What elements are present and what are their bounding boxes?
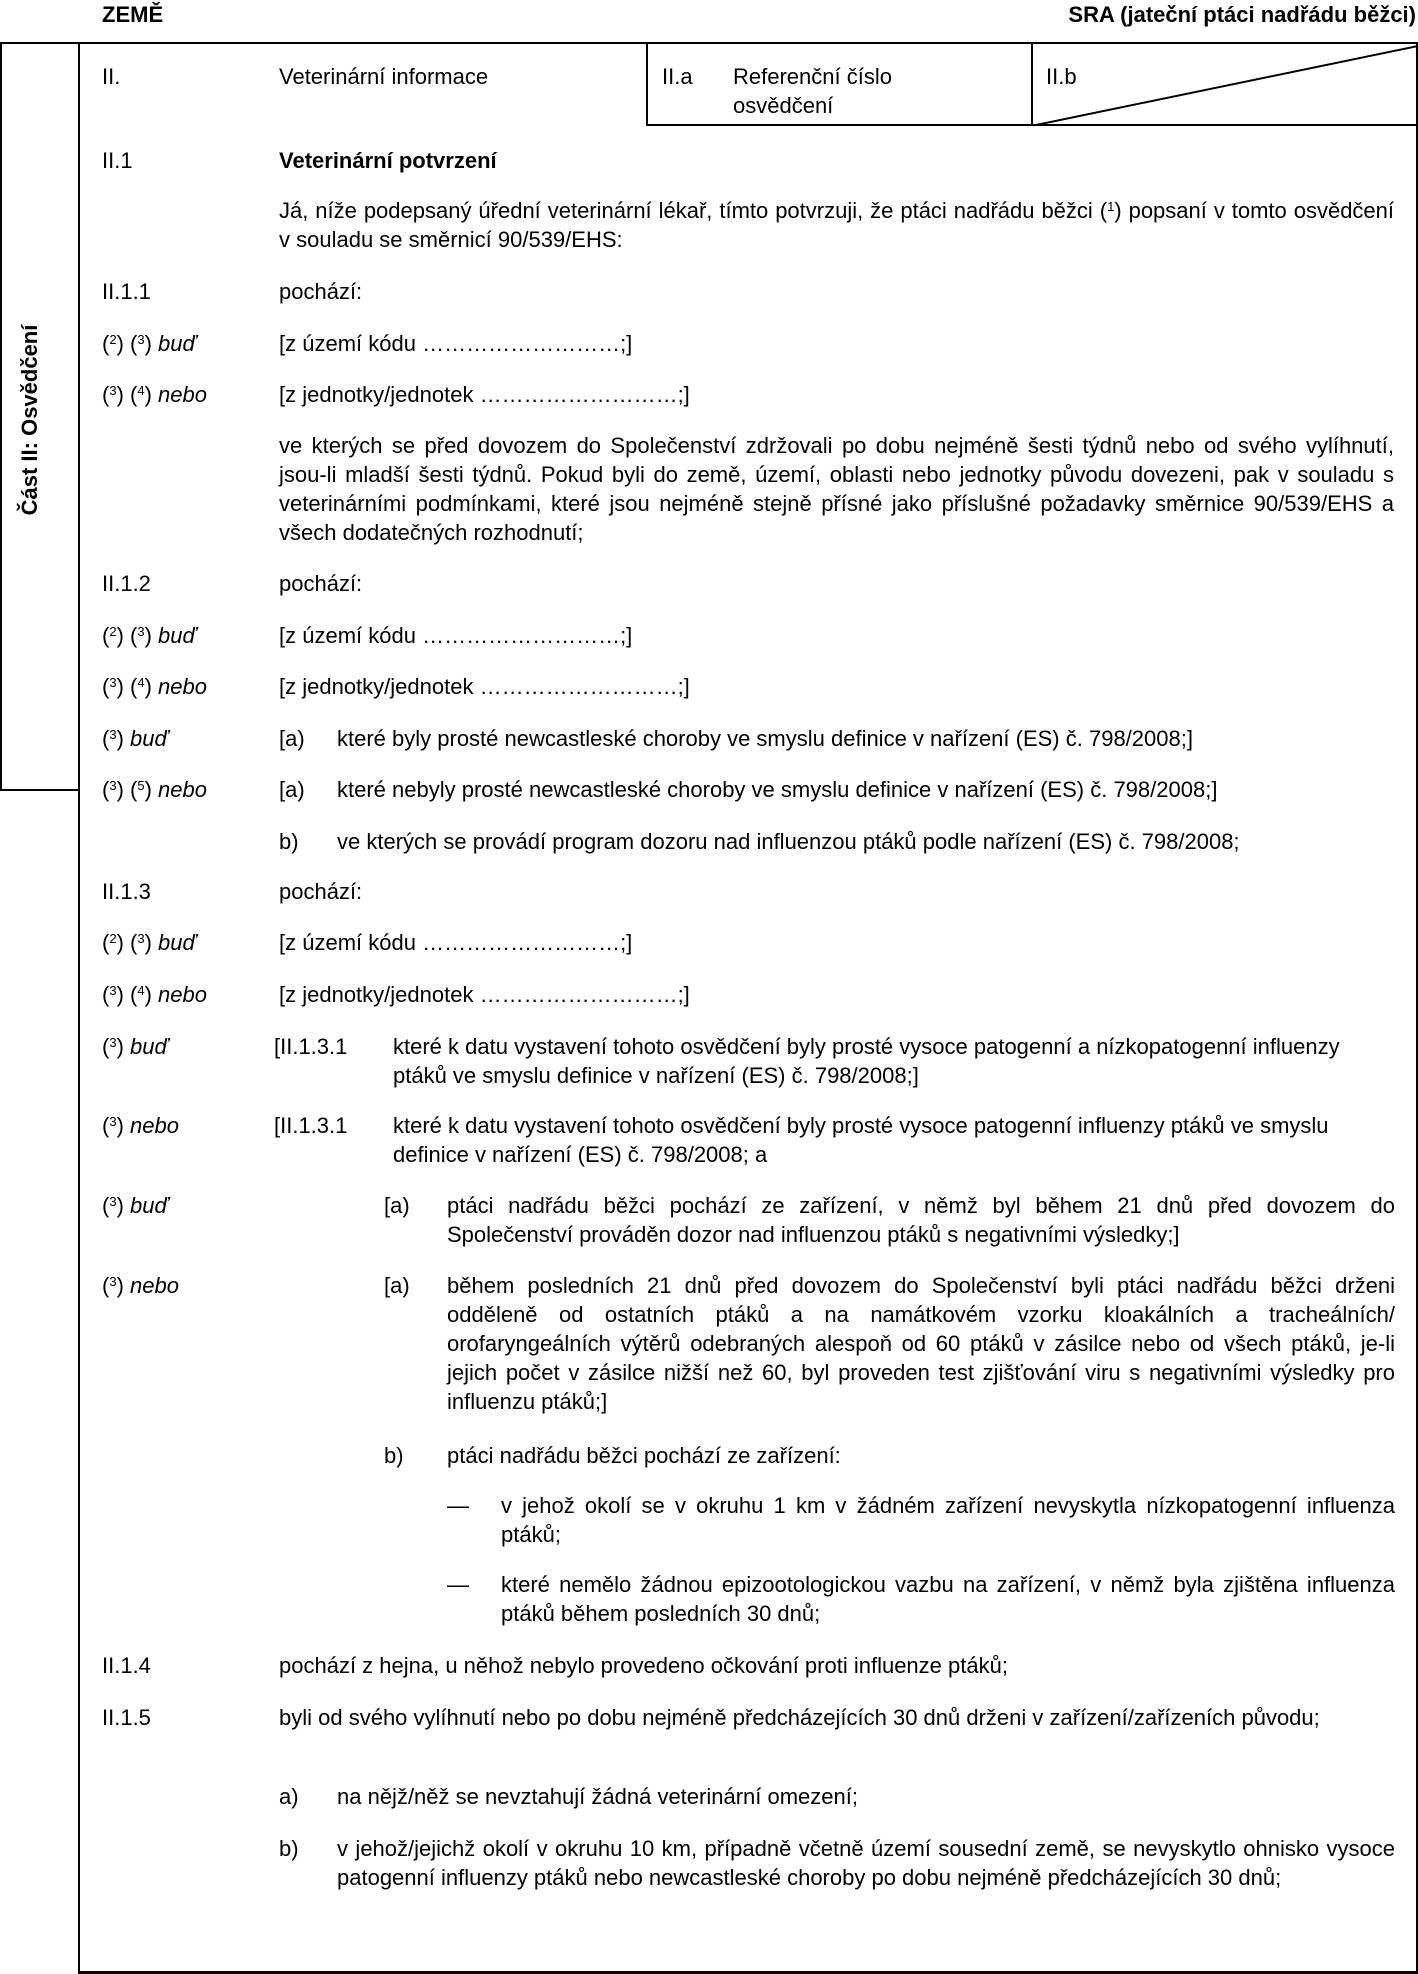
certificate-title: SRA (jateční ptáci nadřádu běžci) [1068,2,1416,27]
frame-left-outer [0,42,2,791]
iib-label: II.b [1046,64,1077,89]
s13-row5-label: ($^3$) buď [102,1193,169,1218]
s11-row1-label: ($^2$) ($^3$) buď [102,331,197,356]
s13-row6-text: během posledních 21 dnů před dovozem do Společenství byli ptáci nadřádu běžci drženi odděleně od ostatních ptáků a na namátkovém vzorku kloakálních a tracheálních/ orofaryngeálních výtěrů odebraných alespoň od 60 ptáků v zásilce nebo od všech ptáků, je-li jejich počet v zásilce nižší než 60, byl proveden test zjišťování viru s negativními výsledky pro influenzu ptáků;] [447,1273,1395,1414]
s13-label: pochází: [279,879,363,904]
s14-number: II.1.4 [102,1653,151,1678]
s1-number: II.1 [102,148,133,173]
s15-b-letter: b) [279,1836,299,1861]
s1-intro: Já, níže podepsaný úřední veterinární lékař, tímto potvrzuji, že ptáci nadřádu běžci ($^1$) popsaní v tomto osvědčení v souladu se směrnicí 90/539/EHS: [279,198,1395,252]
s12-label: pochází: [279,571,363,596]
s11-row1-text: [z území kódu ………………………;] [279,331,633,356]
s13-row4-text: které k datu vystavení tohoto osvědčení byly prosté vysoce patogenní influenzy ptáků ve smyslu definice v nařízení (ES) č. 798/2008; a [393,1113,1329,1167]
ref-number-label: II.a [662,64,693,89]
s13-row3-label: ($^3$) buď [102,1034,169,1059]
s12-row5-letter: b) [279,829,299,854]
s11-row2-label: ($^3$) ($^4$) nebo [102,382,207,407]
s15-text: byli od svého vylíhnutí nebo po dobu nejméně předcházejících 30 dnů drženi v zařízení/zařízeních původu; [279,1705,1320,1730]
frame-side-bottom [0,789,80,791]
s11-label: pochází: [279,279,363,304]
s13-row1-label: ($^2$) ($^3$) buď [102,930,197,955]
s13-dash1-text: v jehož okolí se v okruhu 1 km v žádném zařízení nevyskytla nízkopatogenní influenza ptáků; [501,1493,1395,1547]
s13-row1-text: [z území kódu ………………………;] [279,930,633,955]
s13-row6-letter: [a) [384,1273,410,1298]
s12-row4-label: ($^3$) ($^5$) nebo [102,777,207,802]
s12-number: II.1.2 [102,571,151,596]
s15-b-text: v jehož/jejichž okolí v okruhu 10 km, případně včetně území sousední země, se nevyskytlo ohnisko vysoce patogenní influenzy ptáků nebo newcastleské choroby po dobu nejméně předcházejících 30 dnů; [337,1836,1395,1890]
side-label: Část II: Osvědčení [17,324,42,516]
s13-row3-text: které k datu vystavení tohoto osvědčení byly prosté vysoce patogenní a nízkopatogenní influenzy ptáků ve smyslu definice v nařízení (ES) č. 798/2008;] [393,1034,1340,1088]
s13-dash1-mark: — [447,1493,469,1518]
s13-row5-letter: [a) [384,1193,410,1218]
s11-row2-text: [z jednotky/jednotek ………………………;] [279,382,690,407]
s15-number: II.1.5 [102,1705,151,1730]
s12-row4-letter: [a) [279,777,305,802]
s12-row3-text: které byly prosté newcastleské choroby ve smyslu definice v nařízení (ES) č. 798/2008;] [337,726,1193,751]
s13-row4-code: [II.1.3.1 [274,1113,348,1138]
s12-row3-label: ($^3$) buď [102,726,169,751]
s13-dash2-text: které nemělo žádnou epizootologickou vazbu na zařízení, v němž byla zjištěna influenza ptáků během posledních 30 dnů; [501,1572,1395,1626]
s12-row1-label: ($^2$) ($^3$) buď [102,623,197,648]
s13-row6-label: ($^3$) nebo [102,1273,179,1298]
s15-a-text: na nějž/něž se nevztahují žádná veterinární omezení; [337,1784,858,1809]
s15-a-letter: a) [279,1784,299,1809]
s12-row5-text: ve kterých se provádí program dozoru nad influenzou ptáků podle nařízení (ES) č. 798/2008; [337,829,1240,854]
s12-row3-letter: [a) [279,726,305,751]
s1-title: Veterinární potvrzení [279,148,497,173]
s13-row2-text: [z jednotky/jednotek ………………………;] [279,982,690,1007]
s13-dash2-mark: — [447,1572,469,1597]
s13-row7-text: ptáci nadřádu běžci pochází ze zařízení: [447,1443,841,1468]
s13-row5-text: ptáci nadřádu běžci pochází ze zařízení, v němž byl během 21 dnů před dovozem do Společenství prováděn dozor nad influenzou ptáků s negativními výsledky;] [447,1193,1395,1247]
s11-number: II.1.1 [102,279,151,304]
iib-diagonal [1031,42,1418,126]
ref-box-left [646,42,648,126]
s13-row3-code: [II.1.3.1 [274,1034,348,1059]
section-number: II. [102,64,121,89]
country-label: ZEMĚ [102,2,164,27]
s13-row4-label: ($^3$) nebo [102,1113,179,1138]
s12-row2-text: [z jednotky/jednotek ………………………;] [279,674,690,699]
s14-text: pochází z hejna, u něhož nebylo provedeno očkování proti influenze ptáků; [279,1653,1008,1678]
section-title: Veterinární informace [279,64,489,89]
s11-paragraph: ve kterých se před dovozem do Společenství zdržovali po dobu nejméně šesti týdnů nebo od svého vylíhnutí, jsou-li mladší šesti týdnů. Pokud byli do země, území, oblasti nebo jednotky původu dovezeni, pak v souladu s veterinárními podmínkami, které jsou nejméně stejně přísné jako příslušné požadavky směrnice 90/539/EHS a všech dodatečných rozhodnutí; [279,433,1394,545]
s13-number: II.1.3 [102,879,151,904]
s12-row1-text: [z území kódu ………………………;] [279,623,633,648]
s13-row2-label: ($^3$) ($^4$) nebo [102,982,207,1007]
s12-row4-text: které nebyly prosté newcastleské choroby ve smyslu definice v nařízení (ES) č. 798/2008;] [337,777,1218,802]
s13-row7-letter: b) [384,1443,404,1468]
s12-row2-label: ($^3$) ($^4$) nebo [102,674,207,699]
frame-left-inner [78,42,80,1974]
ref-number-title: Referenční číslo osvědčení [733,64,892,118]
